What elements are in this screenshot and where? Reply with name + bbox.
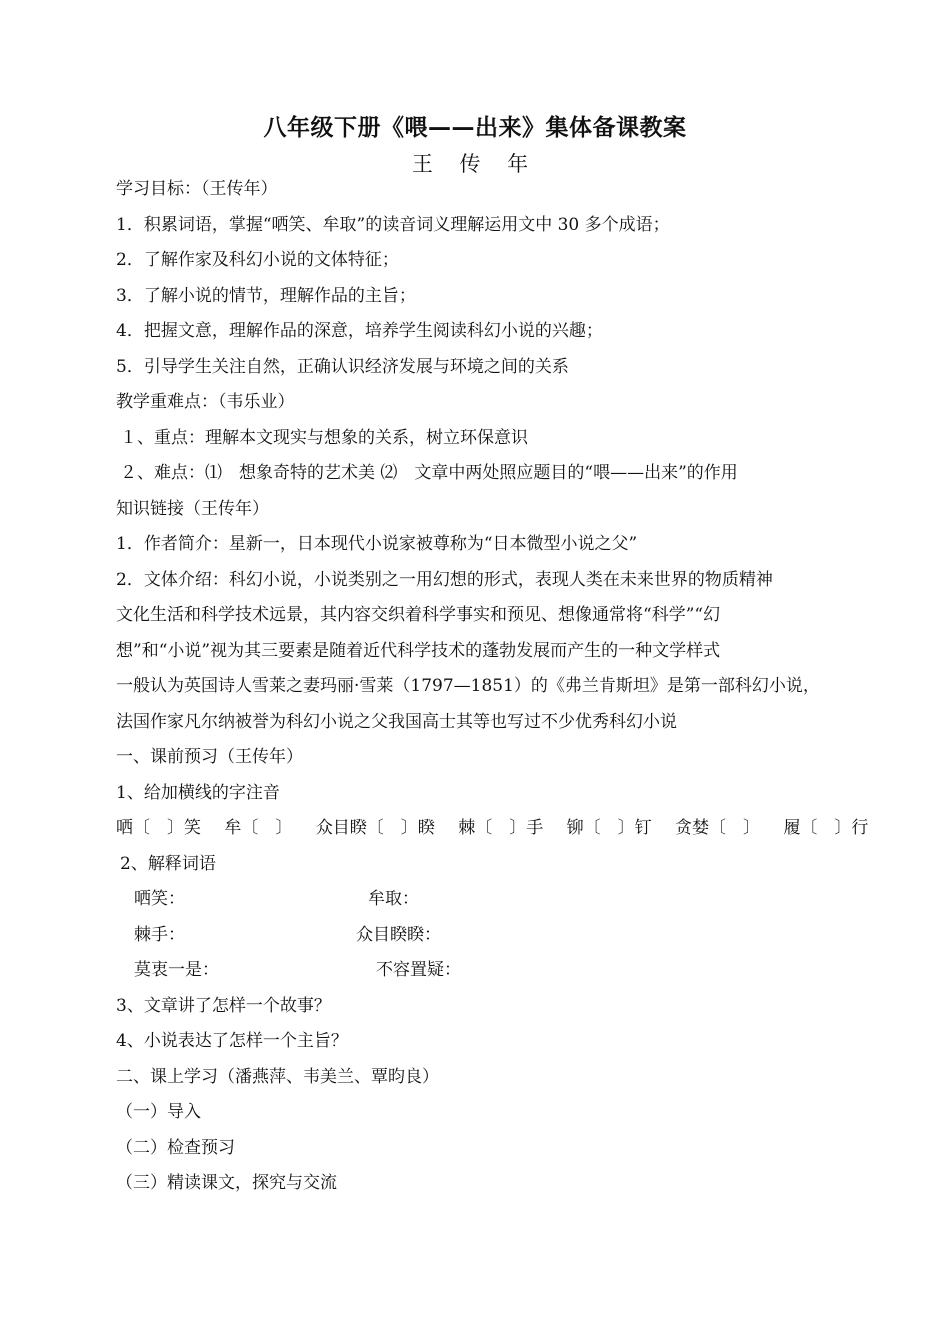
term-pair-row: [116, 886, 856, 922]
objective-3: 3．了解小说的情节，理解作品的主旨；: [116, 285, 416, 306]
pinyin-item: 众目睽〔 〕睽: [315, 818, 435, 838]
subsection-heading: （二）检查预习: [116, 1137, 235, 1158]
genre-intro-line: 文化生活和科学技术远景，其内容交织着科学事实和预见、想像通常将“科学”“幻: [116, 605, 721, 625]
objective-1: 1．积累词语，掌握“哂笑、牟取”的读音词义理解运用文中 30 多个成语；: [116, 214, 670, 235]
section-heading: 学习目标：（王传年）: [116, 179, 278, 199]
term-right: 不容置疑：: [376, 960, 461, 980]
difficult-point: ２、难点：⑴ 想象奇特的艺术美 ⑵ 文章中两处照应题目的“喂——出来”的作用: [120, 463, 738, 483]
term-pair-row: [116, 957, 856, 993]
term-left: 哂笑：: [134, 889, 185, 909]
subsection-heading: （三）精读课文，探究与交流: [116, 1173, 337, 1193]
section-heading: 教学重难点：（韦乐业）: [116, 392, 295, 412]
question-line: 4、小说表达了怎样一个主旨？: [116, 1031, 348, 1051]
key-point: １、重点：理解本文现实与想象的关系，树立环保意识: [120, 427, 528, 448]
genre-intro-line: 法国作家凡尔纳被誉为科幻小说之父我国高士其等也写过不少优秀科幻小说: [116, 711, 677, 732]
subsection-heading: 1、给加横线的字注音: [116, 782, 280, 803]
pinyin-exercise: [116, 815, 869, 851]
document-title: 八年级下册《喂——出来》集体备课教案: [263, 115, 687, 141]
objective-4: 4．把握文意，理解作品的深意，培养学生阅读科幻小说的兴趣；: [116, 321, 603, 341]
subsection-heading: 2、解释词语: [120, 853, 216, 874]
section-heading: 知识链接（王传年）: [116, 498, 269, 519]
pinyin-item: 哂〔 〕笑: [116, 818, 201, 838]
term-pair-row: [116, 922, 856, 958]
question-line: 3、文章讲了怎样一个故事？: [116, 995, 331, 1016]
term-right: 牟取：: [368, 889, 419, 909]
document-author: 王 传 年: [411, 152, 539, 176]
genre-intro-line: 一般认为英国诗人雪莱之妻玛丽·雪莱（1797—1851）的《弗兰肯斯坦》是第一部科幻小说，: [116, 676, 820, 696]
objective-2: 2．了解作家及科幻小说的文体特征；: [116, 250, 399, 270]
term-left: 棘手：: [134, 924, 185, 945]
author-intro: 1．作者简介：星新一，日本现代小说家被尊称为“日本微型小说之父”: [116, 534, 638, 554]
pinyin-item: 牟〔 〕: [224, 818, 293, 838]
pinyin-item: 铆〔 〕钉: [566, 818, 652, 838]
genre-intro-line: 2．文体介绍：科幻小说，小说类别之一用幻想的形式，表现人类在未来世界的物质精神: [116, 569, 773, 590]
term-left: 莫衷一是：: [134, 960, 219, 980]
document-body: [116, 176, 869, 1206]
subsection-heading: （一）导入: [116, 1102, 201, 1122]
term-right: 众目睽睽：: [356, 924, 441, 945]
pinyin-item: 棘〔 〕手: [458, 818, 544, 838]
objective-5: 5．引导学生关注自然，正确认识经济发展与环境之间的关系: [116, 356, 569, 377]
section-heading: 二、课上学习（潘燕萍、韦美兰、覃昀良）: [116, 1066, 439, 1087]
pinyin-item: 贪婪〔 〕: [675, 818, 761, 838]
pinyin-item: 履〔 〕行: [783, 818, 869, 838]
genre-intro-line: 想”和“小说”视为其三要素是随着近代科学技术的蓬勃发展而产生的一种文学样式: [116, 640, 721, 661]
section-heading: 一、课前预习（王传年）: [116, 747, 303, 767]
